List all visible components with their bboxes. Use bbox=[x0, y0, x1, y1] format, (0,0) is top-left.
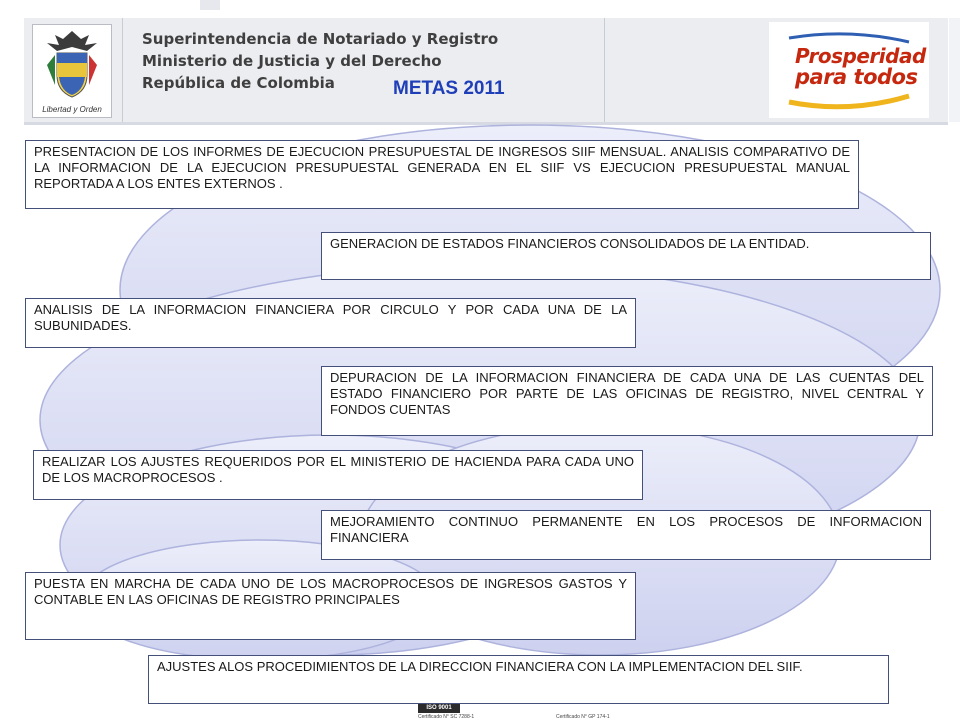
goal-box: AJUSTES ALOS PROCEDIMIENTOS DE LA DIRECCION FINANCIERA CON LA IMPLEMENTACION DEL SIIF. bbox=[148, 655, 889, 704]
brand-line-1: Prosperidad bbox=[795, 44, 926, 68]
iso-badge: ISO 9001 bbox=[418, 704, 460, 713]
goal-box: PRESENTACION DE LOS INFORMES DE EJECUCION PRESUPUESTAL DE INGRESOS SIIF MENSUAL. ANALISIS COMPARATIVO DE LA INFORMACION DE LA EJECUCION PRESUPUESTAL GENERADA EN EL SIIF VS EJECUCION PRESUPUESTAL MANUAL REPORTADA A LOS ENTES EXTERNOS . bbox=[25, 140, 859, 209]
goal-box: MEJORAMIENTO CONTINUO PERMANENTE EN LOS PROCESOS DE INFORMACION FINANCIERA bbox=[321, 510, 931, 560]
certificate-1: Certificado N° SC 7288-1 bbox=[418, 714, 475, 720]
page-title: METAS 2011 bbox=[393, 78, 505, 99]
goal-box: DEPURACION DE LA INFORMACION FINANCIERA DE CADA UNA DE LAS CUENTAS DEL ESTADO FINANCIERO POR PARTE DE LAS OFICINAS DE REGISTRO, NIVEL CENTRAL Y FONDOS CUENTAS bbox=[321, 366, 933, 436]
goal-box: REALIZAR LOS AJUSTES REQUERIDOS POR EL MINISTERIO DE HACIENDA PARA CADA UNO DE LOS MACROPROCESOS . bbox=[33, 450, 643, 500]
org-line-1: Superintendencia de Notariado y Registro bbox=[142, 30, 499, 48]
certification-logos bbox=[418, 704, 638, 720]
goal-box: ANALISIS DE LA INFORMACION FINANCIERA POR CIRCULO Y POR CADA UNA DE LA SUBUNIDADES. bbox=[25, 298, 636, 348]
org-line-2: Ministerio de Justicia y del Derecho bbox=[142, 52, 442, 70]
crest-caption: Libertad y Orden bbox=[42, 105, 102, 114]
org-line-3: República de Colombia bbox=[142, 74, 335, 92]
certificate-2: Certificado N° GP 174-1 bbox=[556, 714, 610, 720]
brand-line-2: para todos bbox=[795, 65, 918, 89]
goal-box: PUESTA EN MARCHA DE CADA UNO DE LOS MACROPROCESOS DE INGRESOS GASTOS Y CONTABLE EN LAS OFICINAS DE REGISTRO PRINCIPALES bbox=[25, 572, 636, 640]
goal-box: GENERACION DE ESTADOS FINANCIEROS CONSOLIDADOS DE LA ENTIDAD. bbox=[321, 232, 931, 280]
